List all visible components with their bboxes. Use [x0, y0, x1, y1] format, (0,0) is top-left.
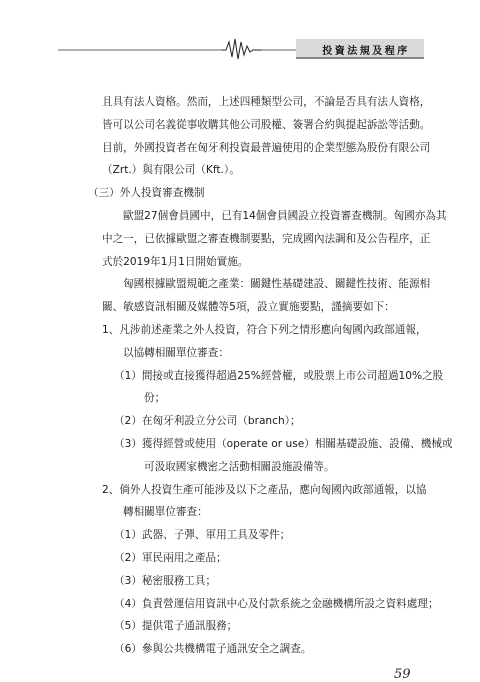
header-title: 投資法規及程序 [322, 46, 410, 57]
body-line: 目前，外國投資者在匈牙利投資最普遍使用的企業型態為股份有限公司 [102, 141, 431, 154]
sub-list-item-continuation: 份； [144, 392, 166, 405]
sub-list-item-continuation: 可汲取國家機密之活動相關設施設備等。 [144, 460, 335, 473]
list-item-continuation: 轉相關單位審查： [123, 506, 208, 519]
body-line: 中之一，已依據歐盟之審查機制要點，完成國內法調和及公告程序，正 [102, 232, 431, 245]
sub-list-item: （2）在匈牙利設立分公司（branch）； [114, 415, 301, 428]
body-line: 匈國根據歐盟規範之產業：關鍵性基礎建設、關鍵性技術、能源相 [123, 278, 431, 291]
body-line: 且具有法人資格。然而，上述四種類型公司，不論是否具有法人資格， [102, 96, 431, 108]
page-header [0, 0, 480, 70]
sub-list-item: （6）參與公共機構電子通訊安全之調查。 [114, 643, 312, 656]
body-line: 歐盟27個會員國中，已有14個會員國設立投資審查機制。匈國亦為其 [123, 210, 447, 222]
sub-list-item: （5）提供電子通訊服務； [114, 620, 238, 633]
body-line: 皆可以公司名義從事收購其他公司股權、簽署合約與提起訴訟等活動。 [102, 118, 431, 131]
sub-list-item: （3）秘密服務工具； [114, 574, 217, 587]
list-item: 2、倘外人投資生產可能涉及以下之產品，應向匈國內政部通報，以協 [102, 483, 427, 496]
header-decoration [0, 0, 480, 70]
list-item-continuation: 以協轉相關單位審查： [123, 346, 229, 359]
sub-list-item: （2）軍民兩用之產品； [114, 552, 227, 564]
sub-list-item: （1）間接或直接獲得超過25%經營權，或股票上市公司超過10%之股 [114, 369, 444, 382]
body-line: 關、敏感資訊相關及媒體等5項，設立實施要點，謹摘要如下： [102, 301, 395, 314]
page-number: 59 [394, 667, 411, 682]
sub-list-item: （3）獲得經營或使用（operate or use）相關基礎設施、設備、機械或 [114, 438, 453, 450]
sub-list-item: （1）武器、子彈、軍用工具及零件； [114, 529, 291, 542]
heartbeat-line-icon [222, 39, 262, 59]
body-line: 式於2019年1月1日開始實施。 [102, 255, 249, 268]
body-line: （Zrt.）與有限公司（Kft.）。 [102, 164, 240, 177]
list-item: 1、凡涉前述產業之外人投資，符合下列之情形應向匈國內政部通報， [102, 324, 427, 336]
section-heading: （三）外人投資審查機制 [88, 187, 205, 200]
sub-list-item: （4）負責營運信用資訊中心及付款系統之金融機構所設之資料處理； [114, 597, 439, 610]
